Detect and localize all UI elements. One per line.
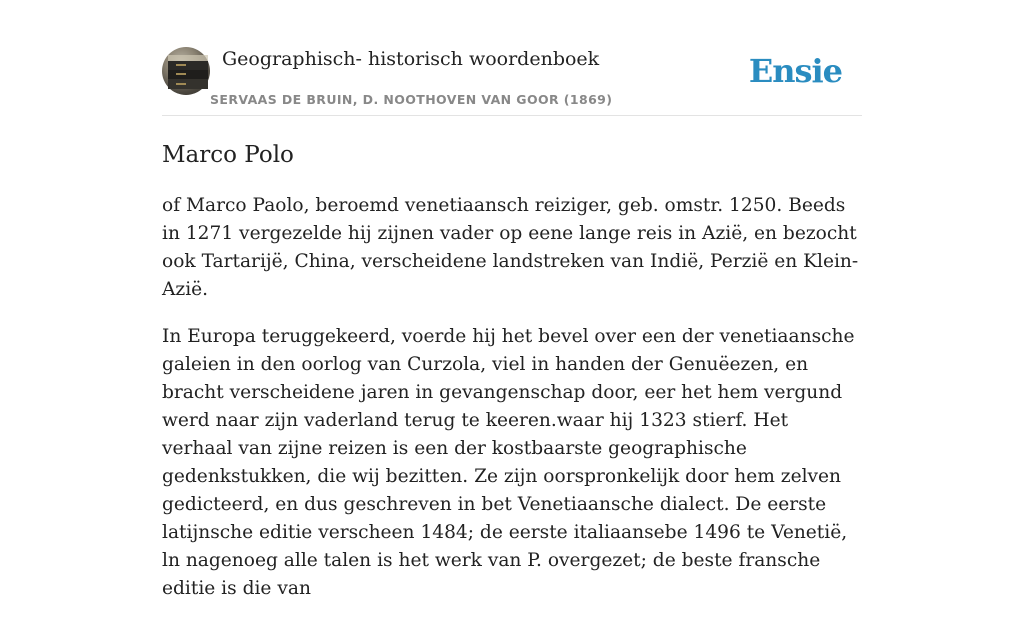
book-title[interactable]: Geographisch- historisch woordenboek	[222, 48, 600, 70]
header	[162, 46, 862, 116]
brand-logo[interactable]: Ensie	[748, 52, 842, 90]
page	[162, 0, 862, 599]
entry-paragraph: In Europa teruggekeerd, voerde hij het bevel over een der venetiaansche galeien in den oorlog van Curzola, viel in handen der Genuëezen, en bracht verscheidene jaren in gevangenschap door, eer het hem vergund werd naar zijn vaderland terug te keeren.waar hij 1323 stierf. Het verhaal van zijne reizen is een der kostbaarste geographische gedenkstukken, die wij bezitten. Ze zijn oorspronkelijk door hem zelven gedicteerd, en dus geschreven in bet Venetiaansche dialect. De eerste latijnsche editie verscheen 1484; de eerste italiaansebe 1496 te Venetië, ln nagenoeg alle talen is het werk van P. overgezet; de beste fransche editie is die van	[162, 326, 855, 599]
entry-body	[162, 192, 862, 622]
book-authors: SERVAAS DE BRUIN, D. NOOTHOVEN VAN GOOR (1869)	[210, 92, 613, 107]
book-cover-icon[interactable]	[162, 47, 210, 95]
entry-title: Marco Polo	[162, 142, 294, 168]
entry-paragraph: of Marco Paolo, beroemd venetiaansch reiziger, geb. omstr. 1250. Beeds in 1271 vergezelde hij zijnen vader op eene lange reis in Azië, en bezocht ook Tartarijë, China, verscheidene landstreken van Indië, Perzië en Klein-Azië.	[162, 195, 859, 300]
